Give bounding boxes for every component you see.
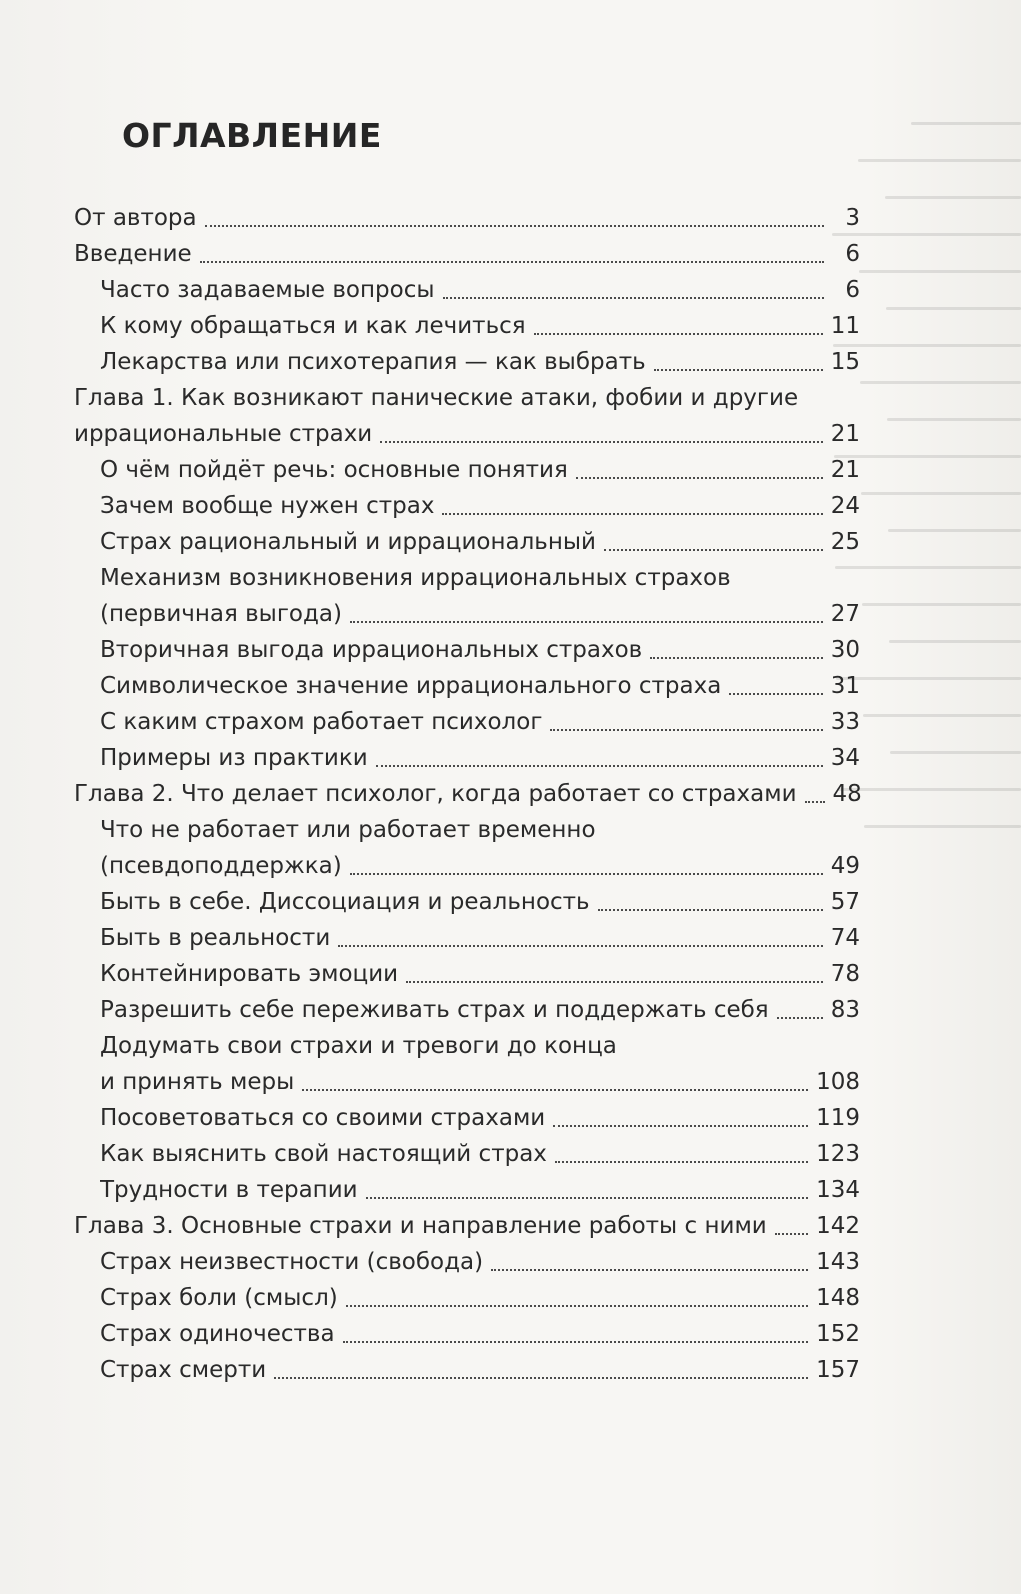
toc-entry-label: Страх боли (смысл) — [100, 1285, 338, 1311]
toc-entry-label: Зачем вообще нужен страх — [100, 493, 435, 519]
table-of-contents — [74, 200, 860, 1388]
show-through-line — [887, 418, 1021, 421]
toc-page-number: 57 — [830, 889, 860, 915]
dot-leader — [550, 729, 822, 731]
toc-entry-label: Вторичная выгода иррациональных страхов — [100, 637, 643, 663]
toc-chapter-entry — [74, 200, 860, 236]
toc-section-entry — [74, 272, 860, 308]
toc-page-number: 108 — [816, 1069, 860, 1095]
dot-leader — [205, 225, 824, 227]
show-through-line — [834, 455, 1021, 458]
toc-entry-label: Символическое значение иррационального страха — [100, 673, 722, 699]
dot-leader — [553, 1125, 808, 1127]
dot-leader — [366, 1197, 808, 1199]
toc-entry-label: Введение — [74, 241, 192, 267]
show-through-line — [890, 751, 1021, 754]
toc-entry-label: От автора — [74, 205, 197, 231]
show-through-line — [859, 270, 1021, 273]
show-through-line — [864, 825, 1021, 828]
toc-page-number: 134 — [816, 1177, 860, 1203]
toc-page-number: 83 — [830, 997, 860, 1023]
toc-page-number: 148 — [816, 1285, 860, 1311]
dot-leader — [338, 945, 822, 947]
toc-section-entry — [74, 344, 860, 380]
dot-leader — [598, 909, 823, 911]
show-through-line — [889, 640, 1021, 643]
toc-section-entry — [74, 704, 860, 740]
toc-page-number: 119 — [816, 1105, 860, 1131]
toc-page-number: 78 — [830, 961, 860, 987]
toc-page-number: 6 — [845, 241, 860, 267]
toc-chapter-entry — [74, 236, 860, 272]
toc-page-number: 48 — [832, 781, 862, 807]
dot-leader — [777, 1017, 823, 1019]
dot-leader — [604, 549, 823, 551]
dot-leader — [302, 1089, 808, 1091]
dot-leader — [650, 657, 822, 659]
toc-page-number: 142 — [816, 1213, 860, 1239]
toc-entry-label: Контейнировать эмоции — [100, 961, 399, 987]
dot-leader — [274, 1377, 808, 1379]
toc-entry-label: Быть в себе. Диссоциация и реальность — [100, 889, 590, 915]
dot-leader — [200, 261, 824, 263]
toc-section-entry — [74, 1352, 860, 1388]
dot-leader — [443, 297, 824, 299]
toc-section-entry — [74, 1136, 860, 1172]
toc-entry-label: Страх неизвестности (свобода) — [100, 1249, 484, 1275]
toc-section-entry — [74, 668, 860, 704]
toc-section-entry — [74, 884, 860, 920]
toc-section-entry — [74, 1280, 860, 1316]
show-through-line — [837, 788, 1021, 791]
toc-section-entry — [74, 740, 860, 776]
dot-leader — [350, 621, 823, 623]
toc-section-entry — [74, 1172, 860, 1208]
toc-section-entry — [74, 1244, 860, 1280]
toc-section-entry — [74, 488, 860, 524]
toc-entry-label: К кому обращаться и как лечиться — [100, 313, 526, 339]
toc-page-number: 21 — [830, 421, 860, 447]
toc-page-number: 15 — [830, 349, 860, 375]
toc-entry-label: Страх рациональный и иррациональный — [100, 529, 596, 555]
toc-page-number: 143 — [816, 1249, 860, 1275]
toc-page-number: 33 — [830, 709, 860, 735]
toc-entry-label: Разрешить себе переживать страх и поддержать себя — [100, 997, 769, 1023]
toc-entry-label: Часто задаваемые вопросы — [100, 277, 435, 303]
toc-section-entry — [74, 596, 860, 632]
toc-entry-first-line: Додумать свои страхи и тревоги до конца — [100, 1033, 617, 1059]
toc-entry-label: Лекарства или психотерапия — как выбрать — [100, 349, 646, 375]
toc-page-number: 34 — [830, 745, 860, 771]
toc-entry-label: Глава 2. Что делает психолог, когда работает со страхами — [74, 781, 797, 807]
toc-chapter-entry — [74, 416, 860, 452]
dot-leader — [343, 1341, 809, 1343]
toc-entry-label: Как выяснить свой настоящий страх — [100, 1141, 547, 1167]
toc-page-number: 49 — [830, 853, 860, 879]
toc-page-number: 27 — [830, 601, 860, 627]
show-through-line — [888, 529, 1021, 532]
show-through-line — [862, 603, 1021, 606]
toc-section-entry — [74, 632, 860, 668]
toc-page-number: 24 — [830, 493, 860, 519]
toc-entry-label: Глава 3. Основные страхи и направление работы с ними — [74, 1213, 767, 1239]
show-through-line — [886, 307, 1021, 310]
show-through-line — [911, 122, 1021, 125]
toc-section-entry — [74, 992, 860, 1028]
dot-leader — [350, 873, 823, 875]
toc-chapter-entry — [74, 1208, 860, 1244]
toc-section-entry — [74, 1316, 860, 1352]
toc-page-number: 21 — [830, 457, 860, 483]
toc-entry-label: Примеры из практики — [100, 745, 368, 771]
dot-leader — [534, 333, 823, 335]
toc-page-number: 30 — [830, 637, 860, 663]
page-title: ОГЛАВЛЕНИЕ — [122, 116, 382, 155]
dot-leader — [775, 1233, 808, 1235]
toc-entry-label: Трудности в терапии — [100, 1177, 358, 1203]
dot-leader — [555, 1161, 808, 1163]
dot-leader — [805, 801, 825, 803]
dot-leader — [346, 1305, 808, 1307]
toc-section-entry — [74, 956, 860, 992]
dot-leader — [576, 477, 823, 479]
show-through-line — [835, 566, 1021, 569]
toc-section-entry — [74, 452, 860, 488]
toc-entry-first-line: Что не работает или работает временно — [100, 817, 596, 843]
toc-section-entry — [74, 524, 860, 560]
dot-leader — [654, 369, 823, 371]
toc-entry-label: Страх одиночества — [100, 1321, 335, 1347]
show-through-line — [885, 196, 1021, 199]
toc-entry-label: Страх смерти — [100, 1357, 267, 1383]
dot-leader — [380, 441, 822, 443]
toc-chapter-entry — [74, 776, 860, 812]
toc-entry-first-line: Механизм возникновения иррациональных страхов — [100, 565, 731, 591]
show-through-line — [833, 344, 1021, 347]
toc-section-entry — [74, 1100, 860, 1136]
toc-entry-first-line: Глава 1. Как возникают панические атаки, фобии и другие — [74, 385, 799, 411]
toc-page-number: 11 — [830, 313, 860, 339]
toc-entry-label: (псевдоподдержка) — [100, 853, 342, 879]
toc-section-entry — [74, 848, 860, 884]
toc-entry-label: и принять меры — [100, 1069, 295, 1095]
toc-page-number: 157 — [816, 1357, 860, 1383]
toc-entry-label: (первичная выгода) — [100, 601, 342, 627]
toc-page-number: 31 — [830, 673, 860, 699]
toc-entry-label: Быть в реальности — [100, 925, 331, 951]
toc-page-number: 74 — [830, 925, 860, 951]
toc-section-entry — [74, 1064, 860, 1100]
dot-leader — [491, 1269, 808, 1271]
toc-page-number: 152 — [816, 1321, 860, 1347]
toc-page-number: 123 — [816, 1141, 860, 1167]
toc-entry-label: О чём пойдёт речь: основные понятия — [100, 457, 568, 483]
show-through-line — [863, 714, 1021, 717]
show-through-line — [836, 677, 1021, 680]
toc-entry-label: Посоветоваться со своими страхами — [100, 1105, 546, 1131]
toc-entry-label: С каким страхом работает психолог — [100, 709, 543, 735]
show-through-line — [860, 381, 1021, 384]
dot-leader — [729, 693, 822, 695]
show-through-line — [832, 233, 1021, 236]
toc-page-number: 25 — [830, 529, 860, 555]
toc-page-number: 6 — [845, 277, 860, 303]
toc-page-number: 3 — [845, 205, 860, 231]
toc-section-entry — [74, 308, 860, 344]
dot-leader — [376, 765, 823, 767]
toc-entry-label: иррациональные страхи — [74, 421, 373, 447]
show-through-line — [858, 159, 1021, 162]
toc-section-entry — [74, 920, 860, 956]
dot-leader — [442, 513, 822, 515]
show-through-line — [861, 492, 1021, 495]
dot-leader — [406, 981, 823, 983]
